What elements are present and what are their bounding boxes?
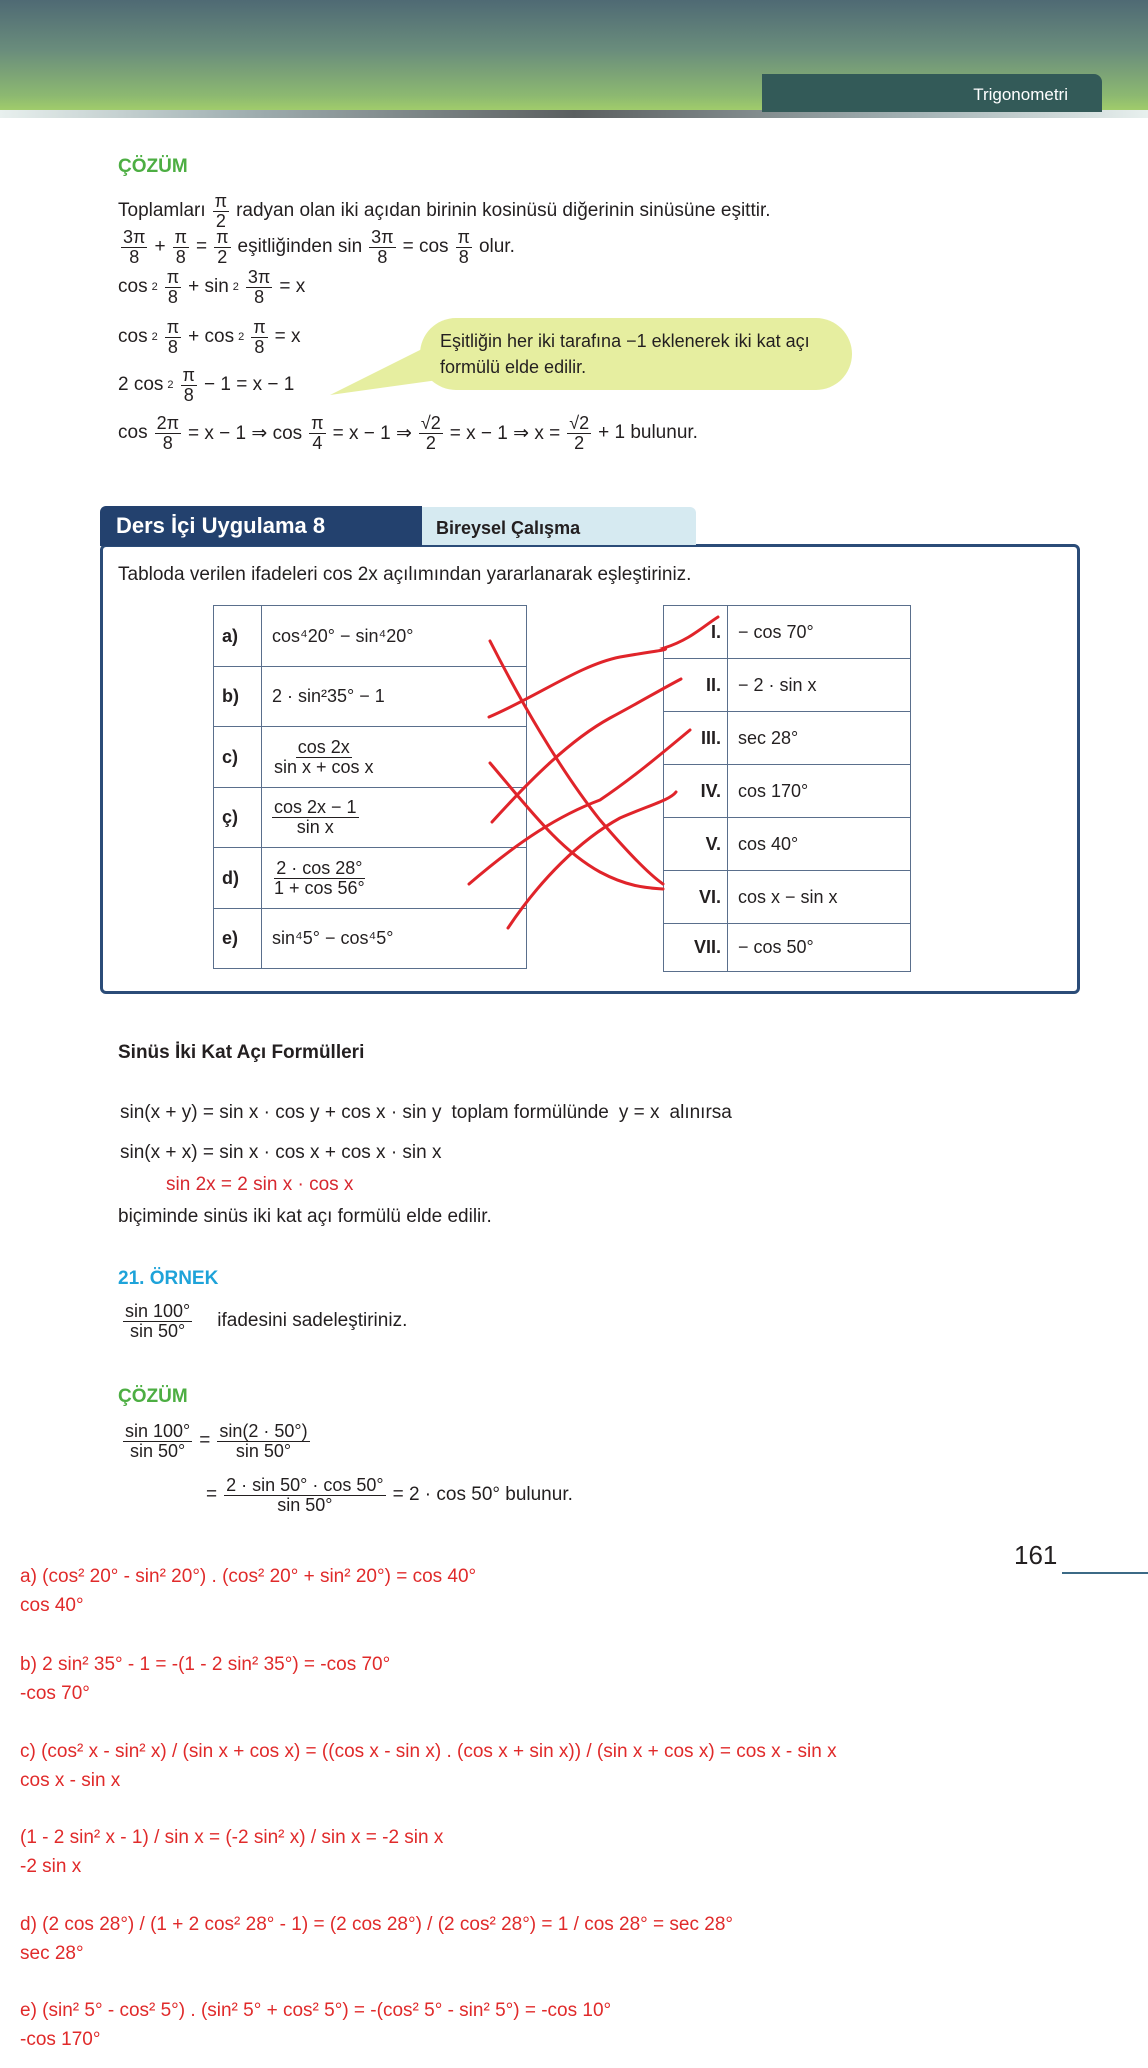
table-row: c) $\frac{\cos 2x}{\text{sin x + cos x}}$ [214,727,527,788]
solution2-line-2: = $\frac{2 \cdot \sin 50^\circ \cdot \cos 50^\circ}{\sin 50^\circ}$ = 2 · cos 50° bulunur. [206,1475,573,1515]
table-row: I. − cos 70° [664,606,911,659]
fraction: $\frac{\pi}{8}$ [182,365,195,405]
note-e: e) (sin² 5° - cos² 5°) . (sin² 5° + cos² 5°) = -(cos² 5° - sin² 5°) = -cos 10° -cos 170° [20,2000,612,2050]
fraction: $\frac{2 \cdot \cos 28^\circ}{1 + \cos 56^\circ}$ [274,857,365,898]
fraction: $\frac{3\pi}{8}$ [371,227,394,267]
fraction: $\frac{\cos 2x - 1}{\text{sin x}}$ [274,797,357,837]
exercise-instruction: Tabloda verilen ifadeleri cos 2x açılımından yararlanarak eşleştiriniz. [118,564,692,585]
fraction: $\frac{\pi}{4}$ [311,413,324,453]
fraction: $\frac{\sin 100^\circ}{\sin 50^\circ}$ [125,1421,191,1461]
table-row: e) sin⁴5° − cos⁴5° [214,909,527,969]
table-row: VII. − cos 50° [664,924,911,972]
fraction: $\frac{\sin 100^\circ}{\sin 50^\circ}$ [125,1301,191,1341]
note-b: b) 2 sin² 35° - 1 = -(1 - 2 sin² 35°) = -cos 70° -cos 70° [20,1654,391,1704]
fraction: $\frac{√2}{2}$ [569,413,590,453]
solution-heading-2: ÇÖZÜM [118,1386,188,1407]
solution-line-3: cos 2 $\frac{\pi}{8}$ + sin 2 $\frac{3\pi}{8}$ = x [118,267,306,307]
table-row: b) 2 · sin²35° − 1 [214,667,527,727]
page-number-rule [1062,1572,1148,1574]
fraction: $\frac{3\pi}{8}$ [123,227,146,267]
note-c: c) (cos² x - sin² x) / (sin x + cos x) = ((cos x - sin x) . (cos x + sin x)) / (sin x + cos x) = cos x - sin x cos x - sin x [20,1741,837,1791]
fraction: $\frac{\pi}{8}$ [166,317,180,357]
table-row: III. sec 28° [664,712,911,765]
match-line-c-VI [490,763,663,889]
chapter-title: Trigonometri [973,85,1068,104]
match-line-d-III [469,730,690,884]
fraction: $\frac{3\pi}{8}$ [247,267,271,307]
note-c2: (1 - 2 sin² x - 1) / sin x = (-2 sin² x) / sin x = -2 sin x -2 sin x [20,1827,444,1877]
page-number: 161 [1014,1540,1058,1570]
table-row: II. − 2 · sin x [664,659,911,712]
fraction: $\frac{\sin(2 \cdot 50^\circ)}{\sin 50^\circ}$ [219,1421,308,1461]
note-a: a) (cos² 20° - sin² 20°) . (cos² 20° + sin² 20°) = cos 40° cos 40° [20,1566,477,1616]
fraction: $\frac{\cos 2x}{\text{sin x + cos x}}$ [274,736,374,777]
section-heading: Sinüs İki Kat Açı Formülleri [118,1042,365,1063]
solution-line-6: cos $\frac{2\pi}{8}$ = x − 1 ⇒ cos $\frac{\pi}{4}$ = x − 1 ⇒ $\frac{√2}{2}$ = x − 1 ⇒ x = $\frac{√2}{2}$ + 1 bulunur. [118,413,698,453]
fraction: $\frac{\pi}{8}$ [457,227,470,267]
fraction: $\frac{2\pi}{8}$ [156,413,180,453]
solution2-line-1: $\frac{\sin 100^\circ}{\sin 50^\circ}$ = $\frac{\sin(2 \cdot 50^\circ)}{\sin 50^\circ}$ [125,1421,308,1461]
formula-conclusion: biçiminde sinüs iki kat açı formülü elde edilir. [118,1206,492,1227]
text: radyan olan iki açıdan birinin kosinüsü diğerinin sinüsüne eşittir. [236,200,771,222]
fraction: $\frac{\pi}{8}$ [166,267,180,307]
solution-line-5: 2 cos 2 $\frac{\pi}{8}$ − 1 = x − 1 [118,365,295,405]
table-row: d) $\frac{2 \cdot \cos 28^\circ}{1 + \cos 56^\circ}$ [214,848,527,909]
fraction: $\frac{\pi}{8}$ [174,227,187,267]
fraction: $\frac{\pi}{8}$ [253,317,266,357]
table-row: a) cos⁴20° − sin⁴20° [214,606,527,667]
example-heading: 21. ÖRNEK [118,1268,219,1289]
table-row: VI. cos x − sin x [664,871,911,924]
formula-line-1: sin(x + y) = sin x · cos y + cos x · sin y toplam formülünde y = x alınırsa [120,1102,732,1123]
solution-line-4: cos 2 $\frac{\pi}{8}$ + cos 2 $\frac{\pi}{8}$ = x [118,317,301,357]
bubble-text: Eşitliğin her iki tarafına −1 eklenerek iki kat açı formülü elde edilir. [440,331,810,377]
fraction: $\frac{2 \cdot \sin 50^\circ \cdot \cos 50^\circ}{\sin 50^\circ}$ [226,1475,384,1515]
fraction: $\frac{√2}{2}$ [420,413,441,453]
handwritten-match-lines [0,0,1148,1000]
note-d: d) (2 cos 28°) / (1 + 2 cos² 28° - 1) = (2 cos 28°) / (2 cos² 28°) = 1 / cos 28° = sec 28° sec 28° [20,1914,734,1964]
text: Toplamları [118,200,206,222]
solution-line-2: $\frac{3\pi}{8}$ + $\frac{\pi}{8}$ = $\frac{\pi}{2}$ eşitliğinden sin $\frac{3\pi}{8}$ = cos $\frac{\pi}{8}$ olur. [123,227,515,267]
example-problem: $\frac{\sin 100^\circ}{\sin 50^\circ}$ ifadesini sadeleştiriniz. [125,1301,408,1341]
table-row: ç) $\frac{\cos 2x - 1}{\text{sin x}}$ [214,788,527,848]
table-row: IV. cos 170° [664,765,911,818]
exercise-type: Bireysel Çalışma [436,518,581,538]
fraction: $\frac{\pi}{2}$ [216,227,229,267]
solution-heading: ÇÖZÜM [118,156,188,177]
double-angle-formula: sin 2x = 2 sin x · cos x [166,1174,354,1195]
match-line-b-I [489,617,718,717]
formula-line-2: sin(x + x) = sin x · cos x + cos x · sin x [120,1142,442,1163]
table-row: V. cos 40° [664,818,911,871]
fraction: $\frac{\pi}{2}$ [214,191,228,231]
exercise-title: Ders İçi Uygulama 8 [116,513,326,538]
